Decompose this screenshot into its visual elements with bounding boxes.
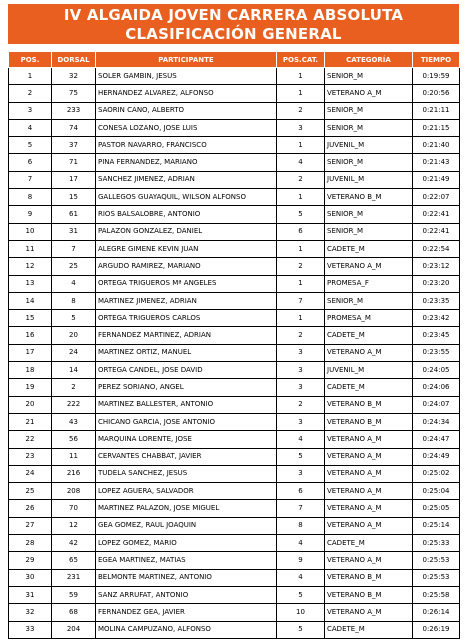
category-position-cell: 1 bbox=[277, 189, 325, 206]
participant-cell: PINA FERNANDEZ, MARIANO bbox=[96, 154, 277, 171]
dorsal-cell: 25 bbox=[52, 258, 96, 275]
col-header-tiempo: TIEMPO bbox=[413, 52, 460, 68]
dorsal-cell: 43 bbox=[52, 413, 96, 430]
table-row bbox=[9, 396, 460, 413]
time-cell: 0:24:05 bbox=[413, 362, 460, 379]
table-row bbox=[9, 68, 460, 85]
table-row bbox=[9, 310, 460, 327]
col-header-dorsal: DORSAL bbox=[52, 52, 96, 68]
category-position-cell: 5 bbox=[277, 448, 325, 465]
position-cell: 22 bbox=[9, 431, 52, 448]
category-cell: PROMESA_M bbox=[325, 310, 413, 327]
category-position-cell: 1 bbox=[277, 85, 325, 102]
category-position-cell: 5 bbox=[277, 621, 325, 638]
dorsal-cell: 8 bbox=[52, 292, 96, 309]
participant-cell: PALAZON GONZALEZ, DANIEL bbox=[96, 223, 277, 240]
category-cell: VETERANO B_M bbox=[325, 396, 413, 413]
position-cell: 26 bbox=[9, 500, 52, 517]
category-cell: VETERANO B_M bbox=[325, 413, 413, 430]
dorsal-cell: 71 bbox=[52, 154, 96, 171]
category-cell: JUVENIL_M bbox=[325, 137, 413, 154]
participant-cell: LOPEZ GOMEZ, MARIO bbox=[96, 535, 277, 552]
participant-cell: BELMONTE MARTINEZ, ANTONIO bbox=[96, 569, 277, 586]
time-cell: 0:23:42 bbox=[413, 310, 460, 327]
time-cell: 0:25:58 bbox=[413, 586, 460, 603]
category-cell: CADETE_M bbox=[325, 535, 413, 552]
dorsal-cell: 24 bbox=[52, 344, 96, 361]
table-row bbox=[9, 552, 460, 569]
participant-cell: CERVANTES CHABBAT, JAVIER bbox=[96, 448, 277, 465]
time-cell: 0:24:47 bbox=[413, 431, 460, 448]
table-row bbox=[9, 379, 460, 396]
table-row bbox=[9, 154, 460, 171]
dorsal-cell: 32 bbox=[52, 68, 96, 85]
category-position-cell: 6 bbox=[277, 223, 325, 240]
category-cell: VETERANO A_M bbox=[325, 604, 413, 621]
participant-cell: RIOS BALSALOBRE, ANTONIO bbox=[96, 206, 277, 223]
table-row bbox=[9, 569, 460, 586]
time-cell: 0:25:53 bbox=[413, 552, 460, 569]
category-cell: SENIOR_M bbox=[325, 223, 413, 240]
position-cell: 16 bbox=[9, 327, 52, 344]
col-header-categoria: CATEGORÍA bbox=[325, 52, 413, 68]
time-cell: 0:22:54 bbox=[413, 240, 460, 257]
dorsal-cell: 12 bbox=[52, 517, 96, 534]
position-cell: 10 bbox=[9, 223, 52, 240]
position-cell: 17 bbox=[9, 344, 52, 361]
category-position-cell: 7 bbox=[277, 292, 325, 309]
time-cell: 0:21:15 bbox=[413, 119, 460, 136]
table-row bbox=[9, 223, 460, 240]
category-cell: VETERANO A_M bbox=[325, 344, 413, 361]
dorsal-cell: 20 bbox=[52, 327, 96, 344]
participant-cell: MARQUINA LORENTE, JOSE bbox=[96, 431, 277, 448]
header-row bbox=[9, 52, 460, 68]
time-cell: 0:26:14 bbox=[413, 604, 460, 621]
participant-cell: ALEGRE GIMENE KEVIN JUAN bbox=[96, 240, 277, 257]
category-cell: VETERANO A_M bbox=[325, 448, 413, 465]
participant-cell: ORTEGA TRIGUEROS Mª ANGELES bbox=[96, 275, 277, 292]
category-cell: VETERANO A_M bbox=[325, 500, 413, 517]
participant-cell: MARTINEZ BALLESTER, ANTONIO bbox=[96, 396, 277, 413]
position-cell: 4 bbox=[9, 119, 52, 136]
time-cell: 0:21:11 bbox=[413, 102, 460, 119]
category-cell: SENIOR_M bbox=[325, 68, 413, 85]
time-cell: 0:23:20 bbox=[413, 275, 460, 292]
title-banner bbox=[8, 4, 459, 44]
category-cell: VETERANO A_M bbox=[325, 483, 413, 500]
participant-cell: GALLEGOS GUAYAQUIL, WILSON ALFONSO bbox=[96, 189, 277, 206]
dorsal-cell: 11 bbox=[52, 448, 96, 465]
time-cell: 0:24:34 bbox=[413, 413, 460, 430]
position-cell: 32 bbox=[9, 604, 52, 621]
time-cell: 0:22:41 bbox=[413, 206, 460, 223]
position-cell: 30 bbox=[9, 569, 52, 586]
col-header-pos-cat: POS.CAT. bbox=[277, 52, 325, 68]
category-cell: SENIOR_M bbox=[325, 206, 413, 223]
position-cell: 18 bbox=[9, 362, 52, 379]
position-cell: 29 bbox=[9, 552, 52, 569]
category-position-cell: 2 bbox=[277, 102, 325, 119]
position-cell: 19 bbox=[9, 379, 52, 396]
dorsal-cell: 65 bbox=[52, 552, 96, 569]
category-cell: SENIOR_M bbox=[325, 154, 413, 171]
category-cell: VETERANO B_M bbox=[325, 569, 413, 586]
time-cell: 0:21:43 bbox=[413, 154, 460, 171]
time-cell: 0:21:49 bbox=[413, 171, 460, 188]
table-row bbox=[9, 500, 460, 517]
category-position-cell: 3 bbox=[277, 413, 325, 430]
dorsal-cell: 2 bbox=[52, 379, 96, 396]
category-position-cell: 3 bbox=[277, 379, 325, 396]
position-cell: 13 bbox=[9, 275, 52, 292]
dorsal-cell: 233 bbox=[52, 102, 96, 119]
category-cell: VETERANO A_M bbox=[325, 258, 413, 275]
table-row bbox=[9, 292, 460, 309]
category-position-cell: 2 bbox=[277, 327, 325, 344]
time-cell: 0:25:04 bbox=[413, 483, 460, 500]
category-cell: SENIOR_M bbox=[325, 102, 413, 119]
table-row bbox=[9, 102, 460, 119]
table-row bbox=[9, 137, 460, 154]
time-cell: 0:25:33 bbox=[413, 535, 460, 552]
position-cell: 25 bbox=[9, 483, 52, 500]
col-header-participante: PARTICIPANTE bbox=[96, 52, 277, 68]
position-cell: 12 bbox=[9, 258, 52, 275]
position-cell: 8 bbox=[9, 189, 52, 206]
position-cell: 23 bbox=[9, 448, 52, 465]
time-cell: 0:25:02 bbox=[413, 465, 460, 482]
participant-cell: ARGUDO RAMIREZ, MARIANO bbox=[96, 258, 277, 275]
table-row bbox=[9, 621, 460, 638]
time-cell: 0:24:49 bbox=[413, 448, 460, 465]
dorsal-cell: 68 bbox=[52, 604, 96, 621]
table-row bbox=[9, 206, 460, 223]
time-cell: 0:24:06 bbox=[413, 379, 460, 396]
position-cell: 3 bbox=[9, 102, 52, 119]
participant-cell: SANZ ARRUFAT, ANTONIO bbox=[96, 586, 277, 603]
participant-cell: TUDELA SANCHEZ, JESUS bbox=[96, 465, 277, 482]
category-position-cell: 6 bbox=[277, 483, 325, 500]
category-cell: PROMESA_F bbox=[325, 275, 413, 292]
category-cell: CADETE_M bbox=[325, 621, 413, 638]
time-cell: 0:25:14 bbox=[413, 517, 460, 534]
table-row bbox=[9, 483, 460, 500]
category-position-cell: 1 bbox=[277, 275, 325, 292]
category-cell: VETERANO B_M bbox=[325, 189, 413, 206]
participant-cell: SAORIN CANO, ALBERTO bbox=[96, 102, 277, 119]
position-cell: 11 bbox=[9, 240, 52, 257]
participant-cell: GEA GOMEZ, RAUL JOAQUIN bbox=[96, 517, 277, 534]
time-cell: 0:24:07 bbox=[413, 396, 460, 413]
dorsal-cell: 231 bbox=[52, 569, 96, 586]
table-row bbox=[9, 448, 460, 465]
category-cell: VETERANO A_M bbox=[325, 465, 413, 482]
dorsal-cell: 31 bbox=[52, 223, 96, 240]
category-cell: CADETE_M bbox=[325, 240, 413, 257]
participant-cell: LOPEZ AGUERA, SALVADOR bbox=[96, 483, 277, 500]
category-position-cell: 1 bbox=[277, 137, 325, 154]
position-cell: 9 bbox=[9, 206, 52, 223]
category-position-cell: 2 bbox=[277, 258, 325, 275]
category-cell: VETERANO A_M bbox=[325, 517, 413, 534]
category-position-cell: 4 bbox=[277, 569, 325, 586]
col-header-pos: POS. bbox=[9, 52, 52, 68]
dorsal-cell: 37 bbox=[52, 137, 96, 154]
position-cell: 14 bbox=[9, 292, 52, 309]
table-row bbox=[9, 240, 460, 257]
participant-cell: EGEA MARTINEZ, MATIAS bbox=[96, 552, 277, 569]
participant-cell: FERNANDEZ MARTINEZ, ADRIAN bbox=[96, 327, 277, 344]
table-row bbox=[9, 275, 460, 292]
race-title: IV ALGAIDA JOVEN CARRERA ABSOLUTA bbox=[63, 6, 404, 24]
dorsal-cell: 208 bbox=[52, 483, 96, 500]
participant-cell: MARTINEZ ORTIZ, MANUEL bbox=[96, 344, 277, 361]
time-cell: 0:25:53 bbox=[413, 569, 460, 586]
time-cell: 0:25:05 bbox=[413, 500, 460, 517]
table-row bbox=[9, 258, 460, 275]
category-cell: JUVENIL_M bbox=[325, 362, 413, 379]
dorsal-cell: 4 bbox=[52, 275, 96, 292]
time-cell: 0:23:45 bbox=[413, 327, 460, 344]
participant-cell: ORTEGA CANDEL, JOSE DAVID bbox=[96, 362, 277, 379]
position-cell: 6 bbox=[9, 154, 52, 171]
category-position-cell: 4 bbox=[277, 431, 325, 448]
time-cell: 0:21:40 bbox=[413, 137, 460, 154]
position-cell: 1 bbox=[9, 68, 52, 85]
participant-cell: CONESA LOZANO, JOSE LUIS bbox=[96, 119, 277, 136]
position-cell: 21 bbox=[9, 413, 52, 430]
category-cell: VETERANO A_M bbox=[325, 85, 413, 102]
category-position-cell: 3 bbox=[277, 362, 325, 379]
participant-cell: MOLINA CAMPUZANO, ALFONSO bbox=[96, 621, 277, 638]
position-cell: 27 bbox=[9, 517, 52, 534]
category-position-cell: 1 bbox=[277, 68, 325, 85]
table-row bbox=[9, 413, 460, 430]
category-cell: VETERANO A_M bbox=[325, 431, 413, 448]
category-position-cell: 3 bbox=[277, 344, 325, 361]
participant-cell: FERNANDEZ GEA, JAVIER bbox=[96, 604, 277, 621]
table-row bbox=[9, 171, 460, 188]
table-row bbox=[9, 586, 460, 603]
category-cell: VETERANO B_M bbox=[325, 586, 413, 603]
position-cell: 15 bbox=[9, 310, 52, 327]
time-cell: 0:23:12 bbox=[413, 258, 460, 275]
category-position-cell: 4 bbox=[277, 535, 325, 552]
category-position-cell: 5 bbox=[277, 206, 325, 223]
category-position-cell: 10 bbox=[277, 604, 325, 621]
position-cell: 2 bbox=[9, 85, 52, 102]
time-cell: 0:19:59 bbox=[413, 68, 460, 85]
position-cell: 20 bbox=[9, 396, 52, 413]
position-cell: 28 bbox=[9, 535, 52, 552]
dorsal-cell: 17 bbox=[52, 171, 96, 188]
dorsal-cell: 61 bbox=[52, 206, 96, 223]
table-row bbox=[9, 517, 460, 534]
results-body bbox=[9, 68, 460, 639]
category-position-cell: 3 bbox=[277, 119, 325, 136]
category-position-cell: 9 bbox=[277, 552, 325, 569]
table-row bbox=[9, 344, 460, 361]
dorsal-cell: 222 bbox=[52, 396, 96, 413]
participant-cell: PASTOR NAVARRO, FRANCISCO bbox=[96, 137, 277, 154]
time-cell: 0:26:19 bbox=[413, 621, 460, 638]
category-cell: VETERANO A_M bbox=[325, 552, 413, 569]
category-position-cell: 2 bbox=[277, 171, 325, 188]
category-position-cell: 3 bbox=[277, 465, 325, 482]
category-position-cell: 1 bbox=[277, 240, 325, 257]
category-position-cell: 5 bbox=[277, 586, 325, 603]
category-cell: SENIOR_M bbox=[325, 119, 413, 136]
dorsal-cell: 42 bbox=[52, 535, 96, 552]
time-cell: 0:23:55 bbox=[413, 344, 460, 361]
position-cell: 33 bbox=[9, 621, 52, 638]
participant-cell: SANCHEZ JIMENEZ, ADRIAN bbox=[96, 171, 277, 188]
participant-cell: MARTINEZ PALAZON, JOSE MIGUEL bbox=[96, 500, 277, 517]
category-position-cell: 8 bbox=[277, 517, 325, 534]
table-row bbox=[9, 604, 460, 621]
category-cell: SENIOR_M bbox=[325, 292, 413, 309]
table-row bbox=[9, 465, 460, 482]
time-cell: 0:22:41 bbox=[413, 223, 460, 240]
category-position-cell: 2 bbox=[277, 396, 325, 413]
table-row bbox=[9, 189, 460, 206]
table-row bbox=[9, 431, 460, 448]
time-cell: 0:23:35 bbox=[413, 292, 460, 309]
dorsal-cell: 15 bbox=[52, 189, 96, 206]
position-cell: 5 bbox=[9, 137, 52, 154]
category-position-cell: 7 bbox=[277, 500, 325, 517]
table-row bbox=[9, 327, 460, 344]
time-cell: 0:22:07 bbox=[413, 189, 460, 206]
results-table bbox=[8, 51, 460, 639]
participant-cell: MARTINEZ JIMENEZ, ADRIAN bbox=[96, 292, 277, 309]
participant-cell: HERNANDEZ ALVAREZ, ALFONSO bbox=[96, 85, 277, 102]
category-cell: JUVENIL_M bbox=[325, 171, 413, 188]
participant-cell: CHICANO GARCIA, JOSE ANTONIO bbox=[96, 413, 277, 430]
position-cell: 7 bbox=[9, 171, 52, 188]
position-cell: 31 bbox=[9, 586, 52, 603]
category-cell: CADETE_M bbox=[325, 327, 413, 344]
category-position-cell: 1 bbox=[277, 310, 325, 327]
participant-cell: PEREZ SORIANO, ANGEL bbox=[96, 379, 277, 396]
dorsal-cell: 204 bbox=[52, 621, 96, 638]
dorsal-cell: 74 bbox=[52, 119, 96, 136]
category-cell: CADETE_M bbox=[325, 379, 413, 396]
dorsal-cell: 5 bbox=[52, 310, 96, 327]
participant-cell: ORTEGA TRIGUEROS CARLOS bbox=[96, 310, 277, 327]
table-row bbox=[9, 362, 460, 379]
dorsal-cell: 59 bbox=[52, 586, 96, 603]
classification-subtitle: CLASIFICACIÓN GENERAL bbox=[125, 25, 342, 43]
position-cell: 24 bbox=[9, 465, 52, 482]
table-row bbox=[9, 85, 460, 102]
time-cell: 0:20:56 bbox=[413, 85, 460, 102]
dorsal-cell: 14 bbox=[52, 362, 96, 379]
dorsal-cell: 7 bbox=[52, 240, 96, 257]
dorsal-cell: 216 bbox=[52, 465, 96, 482]
dorsal-cell: 75 bbox=[52, 85, 96, 102]
table-row bbox=[9, 535, 460, 552]
participant-cell: SOLER GAMBIN, JESUS bbox=[96, 68, 277, 85]
table-row bbox=[9, 119, 460, 136]
category-position-cell: 4 bbox=[277, 154, 325, 171]
dorsal-cell: 56 bbox=[52, 431, 96, 448]
dorsal-cell: 70 bbox=[52, 500, 96, 517]
